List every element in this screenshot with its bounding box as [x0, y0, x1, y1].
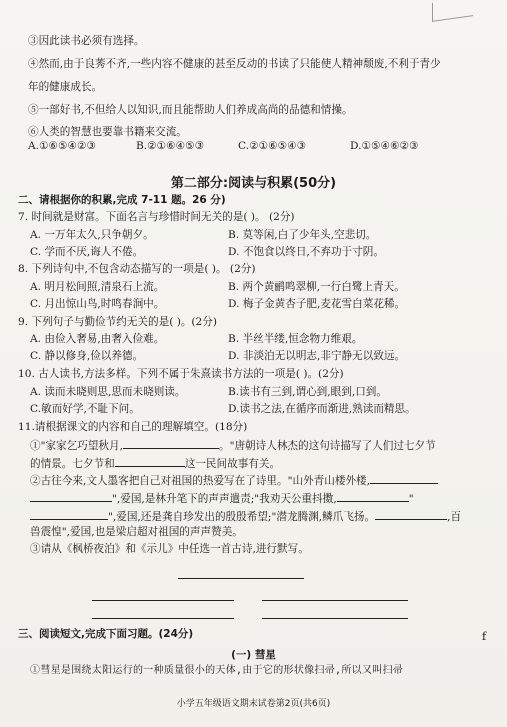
sentence-4: ④然而,由于良莠不齐,一些内容不健康的甚至反动的书读了只能使人精神颓废,不利于青少	[28, 58, 441, 70]
q11-p2-text-b: ",爱国,是林升笔下的声声遣责;"我劝天公重抖擞,	[112, 493, 337, 505]
order-option-c: C.②①⑥⑤④③	[238, 140, 307, 152]
q7-option-c: C. 学而不厌,诲人不倦。	[30, 246, 144, 258]
part2-title: 第二部分:阅读与积累(50分)	[170, 176, 337, 191]
poem-answer-line-1[interactable]	[178, 578, 304, 579]
section2-heading: 二、请根据你的积累,完成 7-11 题。26 分)	[18, 194, 226, 206]
q11-part2-line1	[30, 472, 438, 488]
q10-stem: 10. 古人读书,方法多样。下列不属于朱熹读书方法的一项是( )。(2分)	[18, 368, 344, 380]
q11-p1-text-b: 。"唐朝诗人林杰的这句诗描写了人们过七夕节	[219, 440, 436, 452]
q11-p2-blank-1[interactable]	[370, 472, 438, 484]
passage-line-1: ①彗星是围绕太阳运行的一种质量很小的天体,由于它的形状像扫帚,所以又叫扫帚	[30, 665, 404, 676]
q9-option-d: D. 非淡泊无以明志,非宁静无以致远。	[228, 350, 406, 362]
q11-part1-line2	[30, 455, 280, 471]
q8-stem: 8. 下列诗句中,不包含动态描写的一项是( )。 (2分)	[18, 263, 256, 275]
q7-option-a: A. 一万年太久,只争朝夕。	[30, 229, 154, 241]
sentence-6: ⑥人类的智慧也要靠书籍来交流。	[28, 126, 187, 138]
q11-p2-blank-3[interactable]	[337, 490, 409, 502]
passage-title: (一) 彗星	[231, 649, 276, 661]
q11-part2-line4: 兽震惶",爱国,也是梁启超对祖国的声声赞美。	[30, 526, 243, 538]
q7-option-b: B. 莫等闲,白了少年头,空悲切。	[228, 229, 377, 241]
q11-p1-text-d: 这一民间故事有关。	[184, 458, 281, 470]
q11-p1-text-c: 的情景。七夕节和	[30, 458, 115, 470]
q10-option-c: C.敏而好学,不耻下问。	[30, 403, 140, 415]
q11-p2-text-a: ②古往今来,文人墨客把自己对祖国的热爱写在了诗里。"山外青山楼外楼,	[30, 475, 371, 487]
q9-option-c: C. 静以修身,俭以养德。	[30, 350, 144, 362]
order-option-a: A.①⑥⑤④②③	[28, 140, 97, 152]
order-option-d: D.①⑤④⑥②③	[350, 140, 419, 152]
section3-heading: 三、阅读短文,完成下面习题。(24分)	[18, 628, 194, 640]
poem-answer-line-5[interactable]	[262, 618, 408, 619]
q10-option-b: B.读书有三到,谓心到,眼到,口到。	[228, 386, 387, 398]
q11-p2-blank-4[interactable]	[30, 508, 108, 520]
q11-p1-text-a: ①"家家乞巧望秋月,	[30, 440, 123, 452]
q11-p1-blank-2[interactable]	[115, 455, 185, 467]
poem-answer-line-4[interactable]	[92, 618, 234, 619]
q11-part3: ③请从《枫桥夜泊》和《示儿》中任选一首古诗,进行默写。	[30, 543, 309, 555]
q8-option-a: A. 明月松间照,清泉石上流。	[30, 281, 165, 293]
q11-p2-text-e: ,百	[447, 511, 462, 523]
q8-option-c: C. 月出惊山鸟,时鸣春涧中。	[30, 298, 165, 310]
q11-p1-blank-1[interactable]	[123, 437, 219, 449]
q10-option-a: A. 读而未晓则思,思而未晓则读。	[30, 386, 186, 398]
poem-answer-line-2[interactable]	[92, 600, 234, 601]
sentence-3: ③因此读书必须有选择。	[28, 35, 145, 47]
q11-stem: 11.请根据课文的内容和自己的理解填空。(18分)	[18, 421, 248, 433]
q11-p2-blank-2[interactable]	[30, 490, 112, 502]
q8-option-b: B. 两个黄鹂鸣翠柳,一行白鹭上青天。	[228, 281, 405, 293]
q9-option-b: B. 半丝半缕,恒念物力维艰。	[228, 333, 363, 345]
margin-mark: f	[482, 630, 487, 643]
order-option-b: B.②①⑥④⑤③	[136, 140, 205, 152]
poem-answer-line-3[interactable]	[262, 600, 408, 601]
q7-option-d: D. 不饱食以终日,不弃功于寸阴。	[228, 246, 384, 258]
sentence-5: ⑤一部好书,不但给人以知识,而且能帮助人们养成高尚的品德和情操。	[28, 104, 353, 116]
page-footer: 小学五年级语文期末试卷第2页(共6页)	[176, 699, 331, 709]
q11-part1-line1	[30, 437, 436, 453]
sentence-4-cont: 年的健康成长。	[28, 81, 103, 93]
q10-option-d: D.读书之法,在循序而渐进,熟读而精思。	[228, 403, 416, 415]
q11-p2-blank-5[interactable]	[375, 508, 447, 520]
q9-option-a: A. 由俭入奢易,由奢入俭难。	[30, 333, 165, 345]
q11-p2-text-c: "	[408, 493, 414, 505]
corner-fold-mark	[432, 0, 473, 22]
q8-option-d: D. 梅子金黄杏子肥,麦花雪白菜花稀。	[228, 298, 406, 310]
q11-p2-text-d: ",爱国,还是龚自珍发出的殷殷希望;"潜龙腾渊,鳞爪飞扬。	[108, 511, 376, 523]
q7-stem: 7. 时间就是财富。下面名言与珍惜时间无关的是( )。 (2分)	[18, 211, 295, 223]
q9-stem: 9. 下列句子与勤俭节约无关的是( )。(2分)	[18, 316, 218, 328]
q11-part2-line2	[30, 490, 414, 506]
q11-part2-line3	[30, 508, 461, 524]
